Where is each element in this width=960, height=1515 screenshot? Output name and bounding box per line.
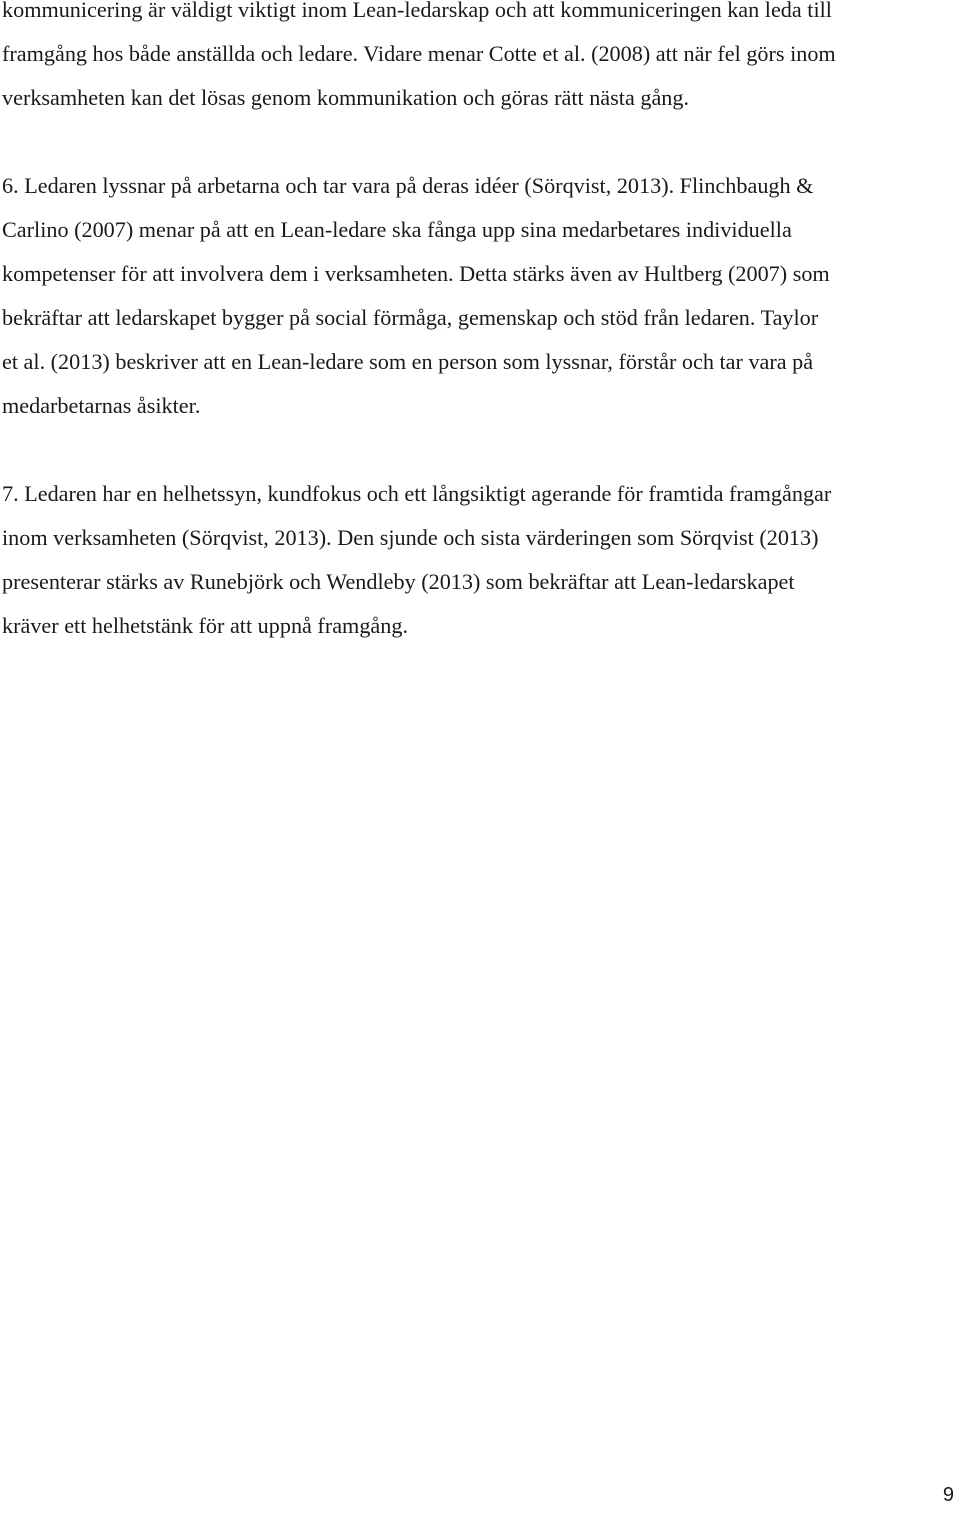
page-number: 9 [942,1484,954,1506]
text-line: medarbetarnas åsikter. [2,393,201,418]
text-line: framgång hos både anställda och ledare. Vidare menar Cotte et al. (2008) att när fel görs inom [2,41,836,66]
text-line: Carlino (2007) menar på att en Lean-ledare ska fånga upp sina medarbetares individuella [2,217,792,242]
text-line: bekräftar att ledarskapet bygger på social förmåga, gemenskap och stöd från ledaren. Taylor [2,305,819,330]
document-body [2,0,952,648]
text-line: verksamheten kan det lösas genom kommunikation och göras rätt nästa gång. [2,85,690,110]
paragraph-spacer [2,120,952,164]
text-line: inom verksamheten (Sörqvist, 2013). Den sjunde och sista värderingen som Sörqvist (2013) [2,525,819,550]
text-line: 7. Ledaren har en helhetssyn, kundfokus och ett långsiktigt agerande för framtida framgångar [2,481,832,506]
text-line: 6. Ledaren lyssnar på arbetarna och tar vara på deras idéer (Sörqvist, 2013). Flinchbaugh & [2,173,814,198]
text-line: presenterar stärks av Runebjörk och Wendleby (2013) som bekräftar att Lean-ledarskapet [2,569,795,594]
text-line: kommunicering är väldigt viktigt inom Lean-ledarskap och att kommuniceringen kan leda till [2,0,832,22]
paragraph-spacer [2,428,952,472]
text-line: et al. (2013) beskriver att en Lean-ledare som en person som lyssnar, förstår och tar vara på [2,349,814,374]
text-line: kompetenser för att involvera dem i verksamheten. Detta stärks även av Hultberg (2007) som [2,261,830,286]
paragraph-value-7 [2,472,952,648]
paragraph-value-6 [2,164,952,428]
paragraph-communication [2,0,952,120]
text-line: kräver ett helhetstänk för att uppnå framgång. [2,613,408,638]
